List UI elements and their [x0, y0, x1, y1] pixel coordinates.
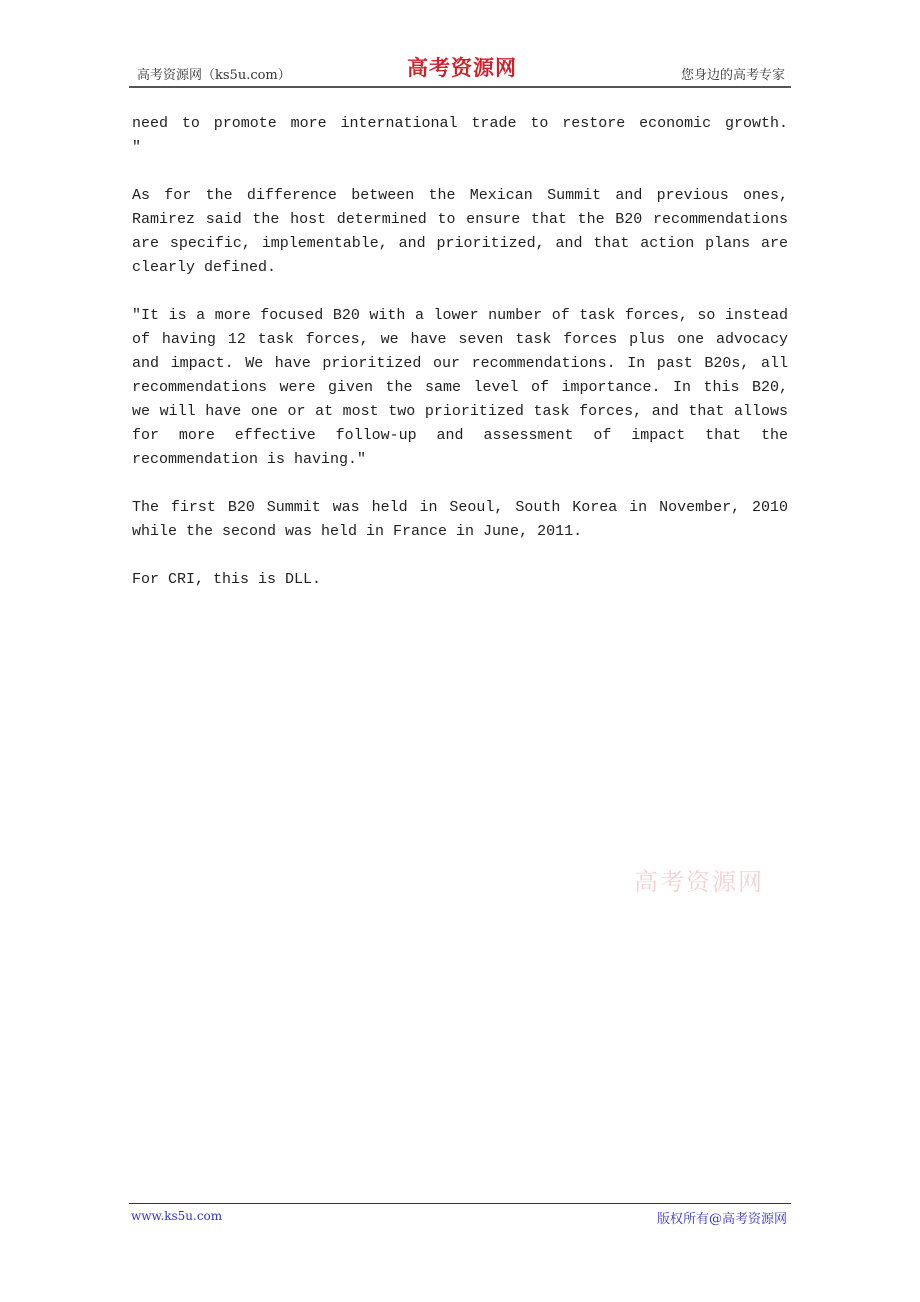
header-site-name: 高考资源网（ks5u.com）: [137, 68, 291, 83]
text-line: we will have one or at most two prioritized task forces, and that allows: [132, 403, 788, 420]
text-line: The first B20 Summit was held in Seoul, South Korea in November, 2010: [132, 499, 788, 516]
paragraph: [132, 304, 788, 472]
text-line: recommendation is having.": [132, 451, 367, 468]
paragraph: [132, 568, 788, 592]
text-line: Ramirez said the host determined to ensure that the B20 recommendations: [132, 211, 788, 228]
paragraph: [132, 184, 788, 280]
document-body: [132, 112, 788, 616]
watermark: 高考资源网: [634, 868, 764, 896]
text-line: while the second was held in France in June, 2011.: [132, 523, 583, 540]
text-line: of having 12 task forces, we have seven task forces plus one advocacy: [132, 331, 788, 348]
page-footer: [129, 1203, 791, 1227]
text-line: "It is a more focused B20 with a lower number of task forces, so instead: [132, 307, 788, 324]
text-line: need to promote more international trade to restore economic growth.: [132, 115, 788, 132]
page-header: [129, 54, 791, 88]
text-line: As for the difference between the Mexican Summit and previous ones,: [132, 187, 788, 204]
footer-copyright: 版权所有@高考资源网: [656, 1212, 787, 1227]
header-logo: 高考资源网: [407, 55, 517, 80]
text-line: clearly defined.: [132, 259, 277, 276]
text-line: and impact. We have prioritized our recommendations. In past B20s, all: [132, 355, 788, 372]
paragraph: [132, 496, 788, 544]
text-line: are specific, implementable, and prioritized, and that action plans are: [132, 235, 788, 252]
header-slogan: 您身边的高考专家: [680, 68, 785, 83]
text-line: For CRI, this is DLL.: [132, 571, 322, 588]
text-line: recommendations were given the same level of importance. In this B20,: [132, 379, 788, 396]
text-line: for more effective follow-up and assessment of impact that the: [132, 427, 788, 444]
footer-url-link[interactable]: www.ks5u.com: [131, 1209, 223, 1223]
text-line: ": [132, 139, 142, 156]
paragraph: [132, 112, 788, 160]
